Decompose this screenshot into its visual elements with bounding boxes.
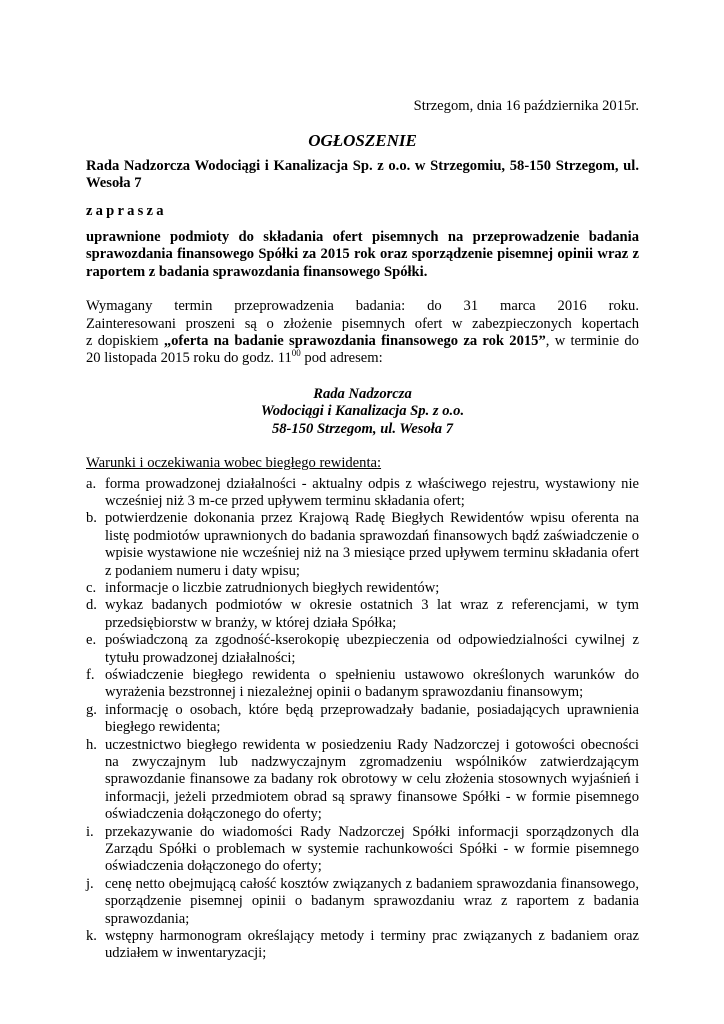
organization-line: Rada Nadzorcza Wodociągi i Kanalizacja Sp. z o.o. w Strzegomiu, 58-150 Strzegom, ul. Wesoła 7: [86, 157, 639, 192]
time-minutes-superscript: 00: [291, 348, 301, 359]
list-item-marker: h.: [86, 736, 97, 753]
list-item-text: wykaz badanych podmiotów w okresie ostatnich 3 lat wraz z referencjami, w tym przedsiębiorstw w branży, w której działa Spółka;: [105, 597, 639, 631]
list-item-text: forma prowadzonej działalności - aktualny odpis z właściwego rejestru, wystawiony nie wcześniej niż 3 m-ce przed upływem terminu składania ofert;: [105, 475, 639, 509]
list-item-marker: b.: [86, 510, 97, 527]
list-item-marker: i.: [86, 823, 94, 840]
list-item-text: potwierdzenie dokonania przez Krajową Radę Biegłych Rewidentów wpisu oferenta na listę podmiotów uprawnionych do badania sprawozdań finansowych bądź zaświadczenie o wpisie wystawione nie wcześniej niż na 3 miesiące przed upływem terminu składania ofert z podaniem numeru i daty wpisu;: [105, 510, 639, 579]
terms-line-time: [86, 350, 639, 367]
requirements-heading: Warunki i oczekiwania wobec biegłego rewidenta:: [86, 455, 382, 472]
list-item-text: oświadczenie biegłego rewidenta o spełnieniu ustawowo określonych warunków do wyrażenia bezstronnej i niezależnej opinii o badanym sprawozdaniu finansowym;: [105, 666, 639, 701]
list-item: [86, 928, 639, 963]
list-item-marker: j.: [86, 875, 94, 892]
document-page: [86, 98, 639, 963]
list-item-text: informacje o liczbie zatrudnionych biegłych rewidentów;: [105, 579, 440, 596]
list-item-text: informację o osobach, które będą przeprowadzały badanie, posiadających uprawnienia biegłego rewidenta;: [105, 701, 639, 736]
list-item-text: poświadczoną za zgodność-kserokopię ubezpieczenia od odpowiedzialności cywilnej z tytułu prowadzonej działalności;: [105, 632, 639, 666]
date-line: Strzegom, dnia 16 października 2015r.: [413, 98, 639, 114]
address-line-street: 58-150 Strzegom, ul. Wesoła 7: [271, 420, 454, 437]
list-item: [86, 597, 639, 632]
list-item-marker: f.: [86, 666, 95, 683]
terms-line-annotation: [86, 333, 639, 350]
list-item: [86, 632, 639, 667]
list-item-marker: k.: [86, 928, 97, 945]
list-item: [86, 702, 639, 737]
address-line-company: Wodociągi i Kanalizacja Sp. z o.o.: [260, 403, 465, 420]
list-item-text: cenę netto obejmującą całość kosztów związanych z badaniem sprawozdania finansowego, sporządzenie pisemnej opinii o badanym sprawozdaniu wraz z raportem z badania sprawozdania;: [105, 875, 639, 927]
list-item: [86, 476, 639, 511]
list-item-marker: d.: [86, 597, 97, 614]
terms-annotation-prefix: z dopiskiem: [86, 333, 164, 350]
invite-word: zaprasza: [86, 202, 167, 219]
list-item-text: uczestnictwo biegłego rewidenta w posiedzeniu Rady Nadzorczej i gotowości obecności na zwyczajnym lub nadzwyczajnym zgromadzeniu wspólników zatwierdzającym sprawozdanie finansowe za badany rok obrotowy w celu złożenia stosownych wyjaśnień i informacji, jeżeli przedmiotem obrad są sprawy finansowe Spółki - w formie pisemnego oświadczenia dołączonego do oferty;: [105, 736, 639, 823]
envelope-annotation: „oferta na badanie sprawozdania finansowego za rok 2015”: [163, 333, 546, 350]
terms-line-request: Zainteresowani proszeni są o złożenie pisemnych ofert w zabezpieczonych kopertach: [86, 315, 639, 332]
terms-time-suffix: pod adresem:: [300, 350, 383, 367]
terms-annotation-suffix: , w terminie do: [545, 333, 639, 350]
list-item-text: wstępny harmonogram określający metody i terminy prac związanych z badaniem oraz udziałem w inwentaryzacji;: [105, 928, 639, 962]
address-line-recipient: Rada Nadzorcza: [313, 385, 412, 402]
list-item: [86, 510, 639, 580]
list-item: [86, 876, 639, 928]
document-title: OGŁOSZENIE: [308, 131, 417, 151]
terms-line-deadline: Wymagany termin przeprowadzenia badania: do 31 marca 2016 roku.: [86, 298, 639, 315]
list-item-marker: a.: [86, 475, 97, 492]
list-item-marker: g.: [86, 701, 97, 718]
list-item: [86, 667, 639, 702]
requirements-list: [86, 476, 639, 963]
terms-paragraph: [86, 298, 639, 368]
subject-paragraph: uprawnione podmioty do składania ofert pisemnych na przeprowadzenie badania sprawozdania finansowego Spółki za 2015 rok oraz sporządzenie pisemnej opinii wraz z raportem z badania sprawozdania finansowego Spółki.: [86, 229, 639, 280]
list-item: [86, 824, 639, 876]
list-item-marker: c.: [86, 579, 97, 596]
terms-time-prefix: 20 listopada 2015 roku do godz. 11: [86, 350, 292, 367]
list-item: [86, 737, 639, 824]
list-item-marker: e.: [86, 632, 97, 649]
list-item: [86, 580, 639, 597]
address-block: [86, 386, 639, 438]
list-item-text: przekazywanie do wiadomości Rady Nadzorczej Spółki informacji sporządzonych dla Zarządu Spółki o problemach w systemie rachunkowości Spółki - w formie pisemnego oświadczenia dołączonego do oferty;: [105, 823, 639, 875]
